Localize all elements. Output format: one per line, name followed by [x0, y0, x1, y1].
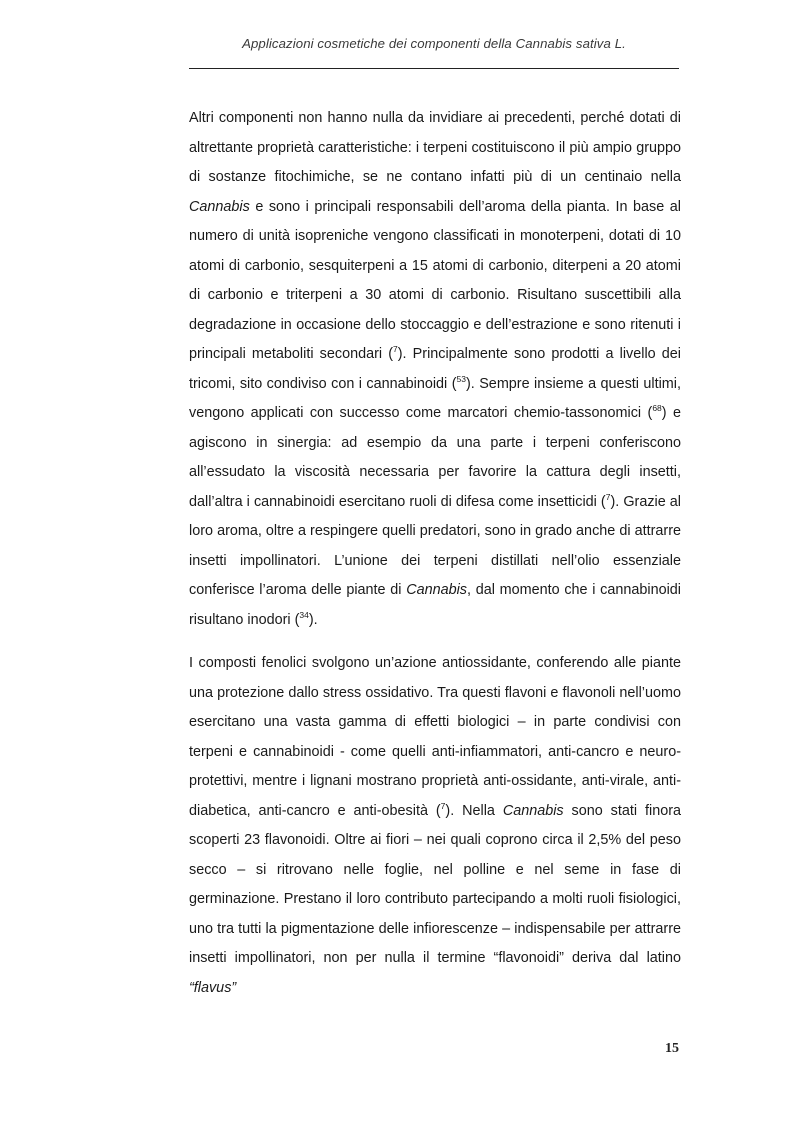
- text-run: ) e agiscono in sinergia: ad esempio da una parte i terpeni conferiscono all’essudato la viscosità necessaria per favorire la cattura degli insetti, dall’altra i cannabinoidi esercitano ruoli di difesa come insetticidi (: [189, 405, 682, 510]
- text-run: ). Nella: [445, 802, 503, 819]
- citation-ref: 68: [652, 403, 662, 414]
- text-run: ). Grazie al loro aroma, oltre a respingere quelli predatori, sono in grado anche di attrarre insetti impollinatori. L’unione dei terpeni distillati nell’olio essenziale conferisce l’aroma delle piante di: [189, 493, 681, 598]
- page-number: 15: [665, 1041, 679, 1056]
- running-header: Applicazioni cosmetiche dei componenti della Cannabis sativa L.: [242, 36, 626, 51]
- text-run: sono stati finora scoperti 23 flavonoidi. Oltre ai fiori – nei quali coprono circa il 2,5% del peso secco – si ritrovano nelle foglie, nel polline e nel seme in fase di germinazione. Prestano il loro contributo partecipando a molti ruoli fisiologici, uno tra tutti la pigmentazione delle infiorescenze – indispensabile per attrarre insetti impollinatori, non per nulla il termine “flavonoidi” deriva dal latino: [189, 802, 681, 966]
- citation-ref: 53: [456, 373, 466, 384]
- citation-ref: 7: [605, 491, 611, 502]
- citation-ref: 7: [440, 800, 446, 811]
- text-run: ). Principalmente sono prodotti a livello dei tricomi, sito condiviso con i cannabinoidi (: [189, 346, 682, 392]
- text-run: e sono i principali responsabili dell’aroma della pianta. In base al numero di unità isopreniche vengono classificati in monoterpeni, dotati di 10 atomi di carbonio, sesquiterpeni a 15 atomi di carbonio, diterpeni a 20 atomi di carbonio e triterpeni a 30 atomi di carbonio. Risultano suscettibili alla degradazione in occasione dello stoccaggio e dell’estrazione e sono ritenuti i principali metaboliti secondari (: [189, 198, 681, 362]
- text-run: ).: [308, 611, 318, 628]
- body-text: [189, 104, 681, 1003]
- italic-term: “flavus”: [189, 979, 237, 996]
- text-run: Altri componenti non hanno nulla da invidiare ai precedenti, perché dotati di altrettante proprietà caratteristiche: i terpeni costituiscono il più ampio gruppo di sostanze fitochimiche, se ne contano infatti più di un centinaio nella: [189, 110, 681, 185]
- header-divider: [189, 68, 679, 69]
- italic-term: Cannabis: [502, 802, 564, 819]
- citation-ref: 34: [299, 609, 309, 620]
- text-run: I composti fenolici svolgono un’azione antiossidante, conferendo alle piante una protezione dallo stress ossidativo. Tra questi flavoni e flavonoli nell’uomo esercitano una vasta gamma di effetti biologici – in parte condivisi con terpeni e cannabinoidi - come quelli anti-infiammatori, anti-cancro e neuro-protettivi, mentre i lignani mostrano proprietà anti-ossidante, anti-virale, anti-diabetica, anti-cancro e anti-obesità (: [189, 655, 681, 819]
- paragraph-composti-fenolici: [189, 649, 681, 1003]
- text-run: ). Sempre insieme a questi ultimi, vengono applicati con successo come marcatori chemio-tassonomici (: [189, 375, 681, 421]
- italic-term: Cannabis: [406, 582, 467, 598]
- citation-ref: 7: [393, 344, 398, 355]
- italic-term: Cannabis: [189, 198, 250, 215]
- paragraph-terpeni: [189, 104, 681, 635]
- text-run: , dal momento che i cannabinoidi risultano inodori (: [189, 582, 681, 628]
